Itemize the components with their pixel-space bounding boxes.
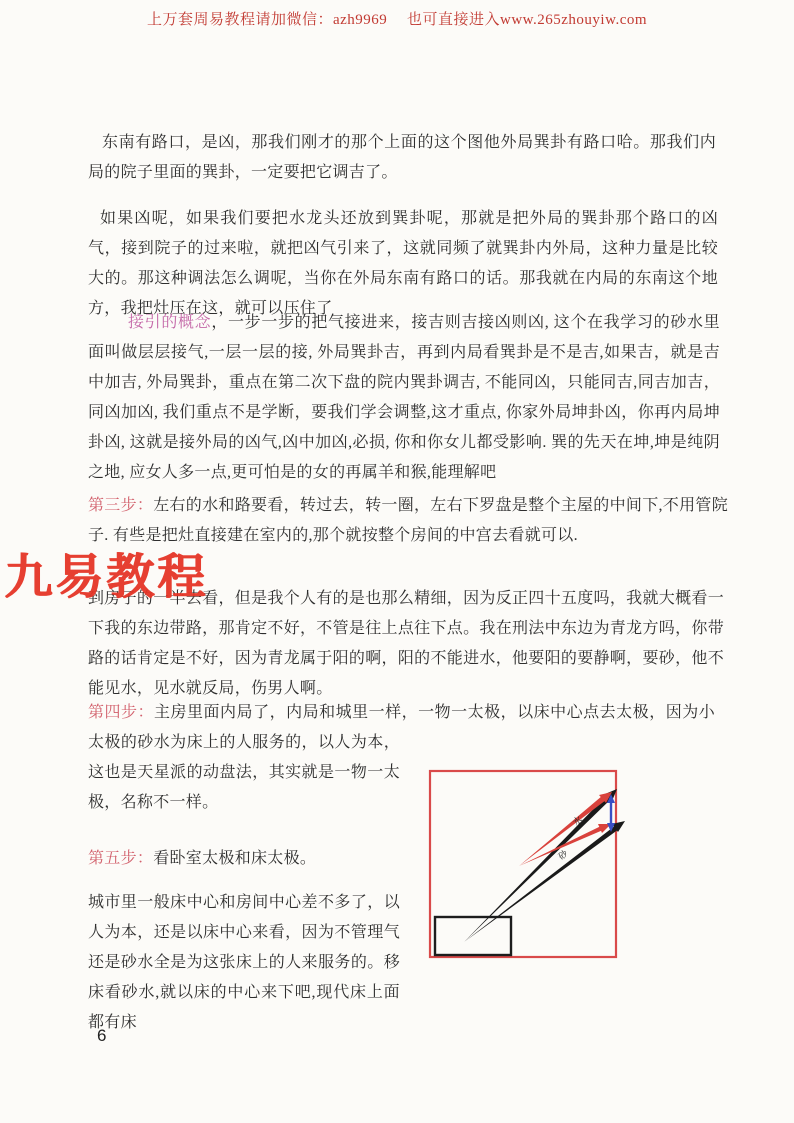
step4-body: 主房里面内局了，内局和城里一样，一物一太极，以床中心点去太极，因为小太极的砂水为床上的人服务的，以人为本，这也是天星派的动盘法，其实就是一物一太极，名称不一样。 <box>88 704 716 811</box>
header-promo-text: 上万套周易教程请加微信：azh9969 也可直接进入www.265zhouyiw.com <box>146 12 648 28</box>
arrow-annotation-upper: 水 <box>570 813 585 828</box>
black-needle-lower <box>464 825 619 942</box>
jieyin-concept-lead: 接引的概念 <box>128 314 212 331</box>
jieyin-concept-body: ，一步一步的把气接进来，接吉则吉接凶则凶, 这个在我学习的砂水里面叫做层层接气,一层一层的接, 外局巽卦吉，再到内局看巽卦是不是吉,如果吉，就是吉中加吉, 外局巽卦，重点在第二次下盘的院内巽卦调吉, 不能同凶，只能同吉,同吉加吉，同凶加凶, 我们重点不是学断，要我们学会调整,这才重点, 你家外局坤卦凶，你再内局坤卦凶, 这就是接外局的凶气,凶中加凶,必损, 你和你女儿都受影响. 巽的先天在坤,坤是纯阴之地, 应女人多一点,更可怕是的女的再属羊和猴,能理解吧 <box>88 314 720 481</box>
page-number: 6 <box>97 1026 107 1045</box>
black-needle-upper <box>464 794 612 942</box>
watermark-jiuyi-jiaocheng: 九易教程 <box>4 551 209 604</box>
room-outline-square <box>430 771 616 957</box>
arrow-annotation-lower: 砂 <box>556 848 570 862</box>
paragraph-jieyin-concept <box>88 308 720 488</box>
paragraph-southeast-road: 东南有路口，是凶，那我们刚才的那个上面的这个图他外局巽卦有路口哈。那我们内局的院子里面的巽卦，一定要把它调吉了。 <box>88 134 716 181</box>
paragraph-qinglong-east: 到房子的一半去看，但是我个人有的是也那么精细，因为反正四十五度吗，我就大概看一下我的东边带路，那肯定不好，不管是往上点往下点。我在刑法中东边为青龙方吗，你带路的话肯定是不好，因为青龙属于阳的啊，阳的不能进水，他要阳的要静啊，要砂，他不能见水，见水就反局，伤男人啊。 <box>88 590 724 697</box>
text-wrap-spacer <box>715 698 716 734</box>
paragraph-step3 <box>88 491 728 551</box>
paragraph-faucet-xun: 如果凶呢，如果我们要把水龙头还放到巽卦呢，那就是把外局的巽卦那个路口的凶气，接到院子的过来啦，就把凶气引来了，这就同频了就巽卦内外局，这种力量是比较大的。那这种调法怎么调呢，当你在外局东南有路口的话。那我就在内局的东南这个地方，我把灶压在这，就可以压住了 <box>88 210 718 317</box>
step5-body: 看卧室太极和床太极。 <box>153 850 317 867</box>
step3-label: 第三步： <box>88 497 154 514</box>
bed-taiji-diagram <box>412 754 672 1004</box>
bed-taiji-diagram-svg <box>412 754 672 1004</box>
step4-label: 第四步： <box>88 704 155 721</box>
step5-label: 第五步： <box>88 850 154 867</box>
bed-rectangle <box>435 917 511 955</box>
bottom-section <box>88 698 716 1038</box>
paragraph-bed-center: 城市里一般床中心和房间中心差不多了，以人为本，还是以床中心来看，因为不管理气还是砂水全是为这张床上的人来服务的。移床看砂水,就以床的中心来下吧,现代床上面都有床 <box>88 894 400 1031</box>
step3-body: 左右的水和路要看，转过去，转一圈，左右下罗盘是整个主屋的中间下,不用管院子. 有些是把灶直接建在室内的,那个就按整个房间的中宫去看就可以. <box>88 497 729 544</box>
